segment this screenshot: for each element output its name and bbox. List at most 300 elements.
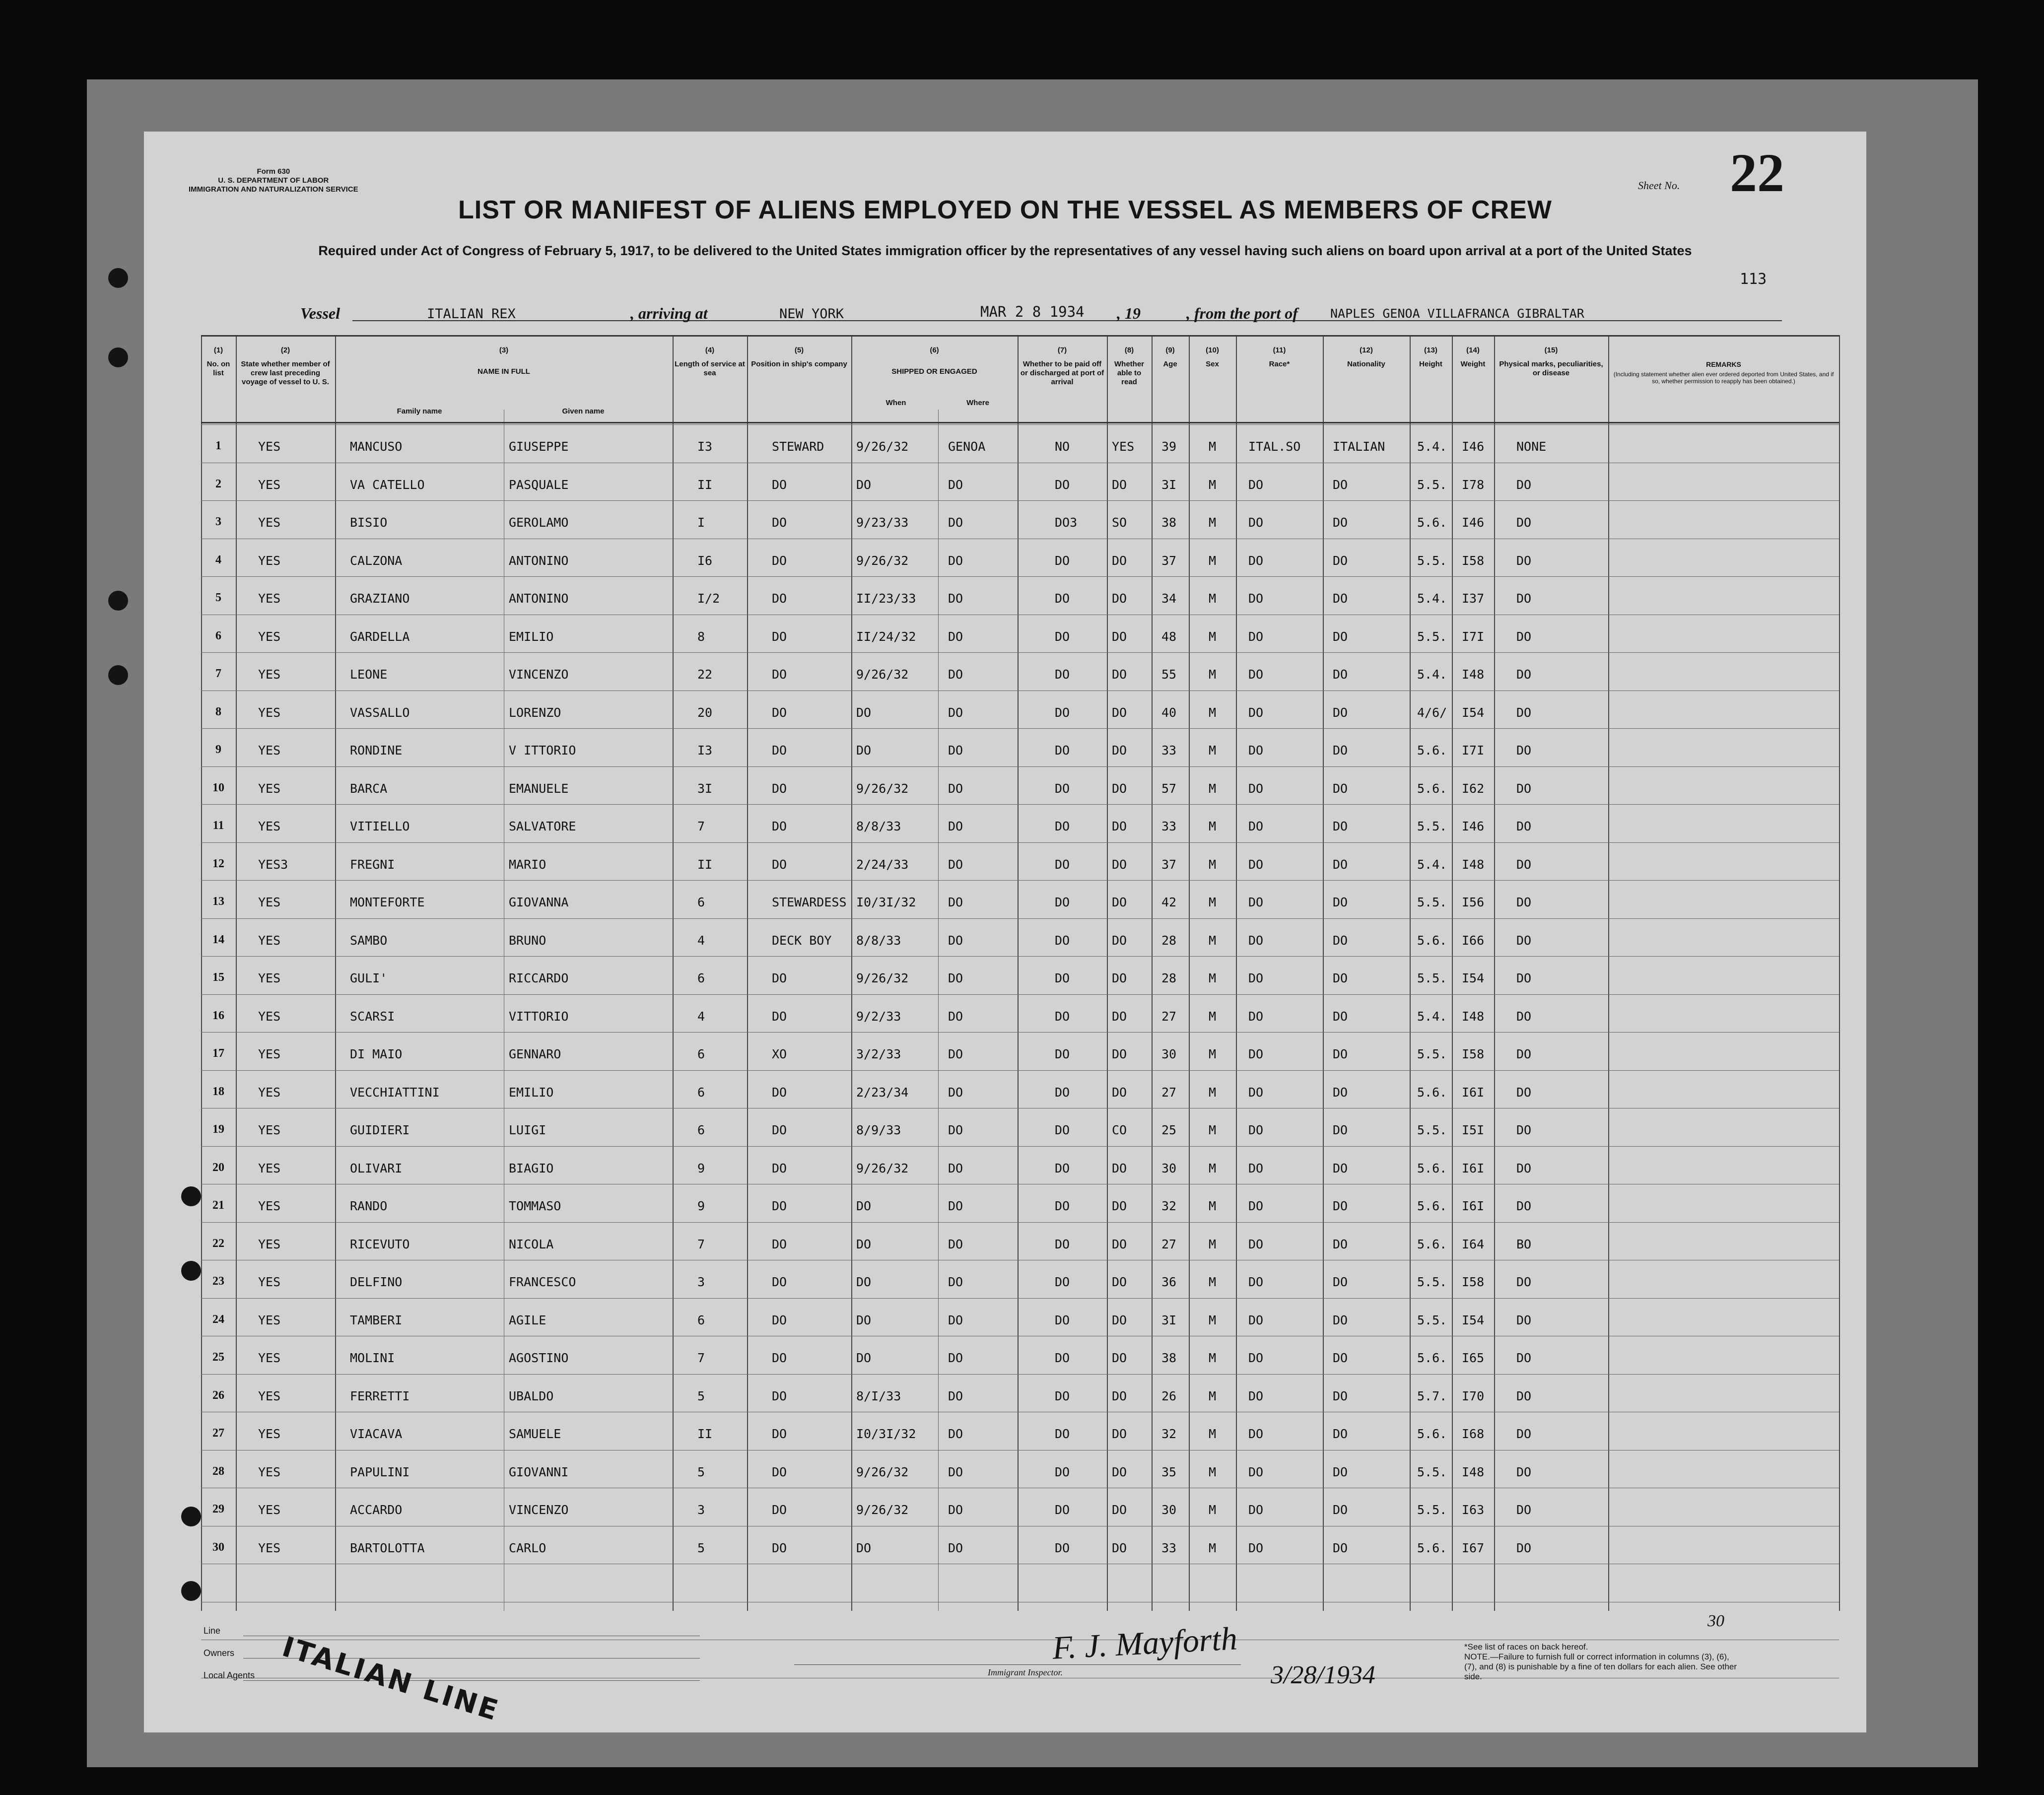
cell-race: DO (1248, 933, 1264, 948)
cell-age: 39 (1161, 439, 1177, 454)
footer-notes (1464, 1642, 1742, 1682)
cell-weight: I46 (1462, 439, 1485, 454)
cell-no: 10 (212, 781, 224, 794)
cell-position: DO (772, 1123, 787, 1137)
cell-when: 9/26/32 (856, 1464, 909, 1479)
column-number: (5) (794, 346, 804, 354)
row-rule (201, 1374, 1839, 1375)
cell-family: TAMBERI (350, 1312, 403, 1327)
cell-age: 40 (1161, 705, 1177, 720)
cell-nat: DO (1333, 1199, 1348, 1213)
cell-height: 5.7. (1417, 1388, 1447, 1403)
cell-nat: DO (1333, 1085, 1348, 1100)
cell-race: DO (1248, 1540, 1264, 1555)
cell-height: 5.4. (1417, 1009, 1447, 1024)
cell-nat: DO (1333, 1312, 1348, 1327)
cell-nat: DO (1333, 857, 1348, 872)
cell-paid: DO (1055, 553, 1070, 568)
cell-paid: DO (1055, 1237, 1070, 1251)
cell-when: DO (856, 1312, 872, 1327)
cell-no: 2 (215, 477, 221, 490)
cell-service: II (697, 477, 713, 492)
cell-paid: DO (1055, 781, 1070, 796)
cell-service: 6 (697, 1312, 705, 1327)
row-rule (201, 652, 1839, 653)
column-rule (1323, 335, 1324, 1611)
cell-marks: DO (1516, 1161, 1532, 1175)
manifest-sheet (144, 132, 1866, 1732)
cell-height: 5.6. (1417, 1540, 1447, 1555)
cell-sex: M (1209, 591, 1217, 606)
cell-position: DO (772, 553, 787, 568)
cell-sex: M (1209, 781, 1217, 796)
cell-height: 5.5. (1417, 477, 1447, 492)
cell-given: TOMMASO (509, 1199, 561, 1213)
cell-where: DO (948, 1009, 963, 1024)
cell-service: 4 (697, 933, 705, 948)
cell-nat: DO (1333, 1503, 1348, 1517)
cell-age: 27 (1161, 1085, 1177, 1100)
cell-paid: DO (1055, 705, 1070, 720)
cell-weight: I56 (1462, 895, 1485, 909)
cell-given: FRANCESCO (509, 1275, 576, 1289)
cell-no: 6 (215, 629, 221, 642)
cell-service: I3 (697, 743, 713, 758)
cell-nat: DO (1333, 1161, 1348, 1175)
column-number: (3) (499, 346, 509, 354)
punch-hole (181, 1581, 201, 1601)
cell-read: DO (1112, 1351, 1127, 1365)
column-header: State whether member of crew last preceding voyage of vessel to U. S. (241, 360, 330, 386)
cell-given: V ITTORIO (509, 743, 576, 758)
cell-given: VITTORIO (509, 1009, 569, 1024)
cell-marks: DO (1516, 705, 1532, 720)
column-header: NAME IN FULL (477, 367, 530, 376)
cell-given: SAMUELE (509, 1427, 561, 1441)
cell-marks: DO (1516, 1427, 1532, 1441)
cell-read: DO (1112, 1161, 1127, 1175)
cell-family: MONTEFORTE (350, 895, 425, 909)
cell-age: 30 (1161, 1161, 1177, 1175)
cell-nat: DO (1333, 1351, 1348, 1365)
cell-position: DECK BOY (772, 933, 832, 948)
cell-prev: YES (258, 1161, 281, 1175)
cell-given: EMILIO (509, 1085, 554, 1100)
cell-age: 26 (1161, 1388, 1177, 1403)
cell-position: DO (772, 1237, 787, 1251)
column-number: (1) (213, 346, 223, 354)
cell-given: AGOSTINO (509, 1351, 569, 1365)
cell-no: 12 (212, 857, 224, 870)
cell-weight: I46 (1462, 515, 1485, 530)
cell-read: YES (1112, 439, 1135, 454)
cell-prev: YES (258, 743, 281, 758)
cell-read: DO (1112, 781, 1127, 796)
cell-given: ANTONINO (509, 591, 569, 606)
table-top-rule (201, 335, 1839, 337)
cell-marks: DO (1516, 591, 1532, 606)
cell-family: VITIELLO (350, 819, 410, 833)
cell-given: GEROLAMO (509, 515, 569, 530)
cell-service: 9 (697, 1161, 705, 1175)
cell-no: 8 (215, 705, 221, 718)
cell-height: 5.5. (1417, 1312, 1447, 1327)
page-subtitle: Required under Act of Congress of February 5, 1917, to be delivered to the United States immigration officer by the representatives of any vessel having such aliens on board upon arrival at a port of the United States (318, 243, 1692, 258)
cell-marks: DO (1516, 1540, 1532, 1555)
cell-paid: DO (1055, 1312, 1070, 1327)
cell-prev: YES (258, 515, 281, 530)
cell-where: DO (948, 1237, 963, 1251)
date-stamp: MAR 2 8 1934 (980, 303, 1085, 320)
cell-service: 6 (697, 1085, 705, 1100)
cell-when: 9/26/32 (856, 553, 909, 568)
cell-service: I3 (697, 439, 713, 454)
cell-read: DO (1112, 667, 1127, 682)
given-name-header: Given name (562, 407, 605, 415)
form-number (189, 167, 358, 194)
cell-height: 5.5. (1417, 1047, 1447, 1061)
cell-sex: M (1209, 477, 1217, 492)
cell-read: DO (1112, 1427, 1127, 1441)
cell-paid: DO (1055, 1503, 1070, 1517)
cell-race: DO (1248, 1464, 1264, 1479)
cell-no: 24 (212, 1312, 224, 1326)
cell-weight: I70 (1462, 1388, 1485, 1403)
cell-marks: DO (1516, 629, 1532, 644)
cell-no: 19 (212, 1123, 224, 1136)
cell-marks: DO (1516, 1312, 1532, 1327)
race-note: *See list of races on back hereof. (1464, 1642, 1588, 1652)
cell-given: CARLO (509, 1540, 546, 1555)
column-rule (1189, 335, 1190, 1611)
cell-service: I6 (697, 553, 713, 568)
cell-height: 5.5. (1417, 1503, 1447, 1517)
cell-service: 6 (697, 1047, 705, 1061)
cell-position: DO (772, 1351, 787, 1365)
row-rule (201, 1032, 1839, 1033)
cell-height: 5.5. (1417, 819, 1447, 833)
cell-weight: I65 (1462, 1351, 1485, 1365)
column-number: (10) (1206, 346, 1219, 354)
cell-read: DO (1112, 591, 1127, 606)
punch-hole (108, 268, 128, 288)
cell-family: SAMBO (350, 933, 388, 948)
column-header: Weight (1460, 360, 1486, 368)
cell-when: II/24/32 (856, 629, 916, 644)
cell-age: 33 (1161, 1540, 1177, 1555)
cell-marks: DO (1516, 667, 1532, 682)
cell-race: DO (1248, 477, 1264, 492)
cell-read: DO (1112, 705, 1127, 720)
row-rule (201, 766, 1839, 767)
cell-position: DO (772, 781, 787, 796)
cell-position: DO (772, 1464, 787, 1479)
punch-hole (181, 1261, 201, 1281)
cell-height: 5.4. (1417, 439, 1447, 454)
cell-when: 9/26/32 (856, 781, 909, 796)
cell-race: DO (1248, 857, 1264, 872)
cell-race: DO (1248, 895, 1264, 909)
cell-height: 5.5. (1417, 629, 1447, 644)
cell-given: NICOLA (509, 1237, 554, 1251)
cell-sex: M (1209, 515, 1217, 530)
cell-family: FREGNI (350, 857, 395, 872)
cell-family: VA CATELLO (350, 477, 425, 492)
cell-nat: DO (1333, 971, 1348, 985)
column-number: (4) (705, 346, 715, 354)
sheet-number: 22 (1730, 142, 1784, 203)
row-rule (201, 690, 1839, 691)
cell-family: GARDELLA (350, 629, 410, 644)
cell-family: VIACAVA (350, 1427, 403, 1441)
cell-where: DO (948, 477, 963, 492)
cell-position: DO (772, 515, 787, 530)
cell-where: DO (948, 971, 963, 985)
cell-given: VINCENZO (509, 667, 569, 682)
cell-race: DO (1248, 591, 1264, 606)
cell-read: DO (1112, 857, 1127, 872)
cell-marks: DO (1516, 819, 1532, 833)
cell-given: GENNARO (509, 1047, 561, 1061)
cell-sex: M (1209, 705, 1217, 720)
cell-nat: DO (1333, 1388, 1348, 1403)
cell-family: MOLINI (350, 1351, 395, 1365)
cell-nat: DO (1333, 629, 1348, 644)
cell-weight: I58 (1462, 1047, 1485, 1061)
cell-read: DO (1112, 553, 1127, 568)
cell-where: DO (948, 743, 963, 758)
cell-paid: DO (1055, 1009, 1070, 1024)
cell-nat: DO (1333, 553, 1348, 568)
page-title: LIST OR MANIFEST OF ALIENS EMPLOYED ON THE VESSEL AS MEMBERS OF CREW (458, 196, 1552, 224)
cell-when: 9/26/32 (856, 439, 909, 454)
cell-marks: DO (1516, 1123, 1532, 1137)
cell-age: 48 (1161, 629, 1177, 644)
cell-age: 28 (1161, 971, 1177, 985)
cell-race: DO (1248, 1351, 1264, 1365)
column-header: Length of service at sea (675, 360, 745, 377)
cell-sex: M (1209, 1351, 1217, 1365)
column-number: (12) (1360, 346, 1373, 354)
row-rule (201, 842, 1839, 843)
cell-position: DO (772, 857, 787, 872)
cell-prev: YES (258, 933, 281, 948)
cell-no: 22 (212, 1237, 224, 1250)
cell-service: 9 (697, 1199, 705, 1213)
cell-marks: DO (1516, 895, 1532, 909)
column-rule (1452, 335, 1453, 1611)
cell-height: 5.6. (1417, 1161, 1447, 1175)
cell-race: ITAL.SO (1248, 439, 1301, 454)
cell-race: DO (1248, 1312, 1264, 1327)
cell-no: 17 (212, 1047, 224, 1060)
cell-weight: I48 (1462, 1009, 1485, 1024)
cell-service: II (697, 1427, 713, 1441)
column-rule (236, 335, 237, 1611)
cell-weight: I58 (1462, 1275, 1485, 1289)
cell-marks: DO (1516, 1085, 1532, 1100)
cell-position: DO (772, 1503, 787, 1517)
cell-weight: I58 (1462, 553, 1485, 568)
cell-paid: DO (1055, 1275, 1070, 1289)
cell-no: 13 (212, 895, 224, 908)
cell-prev: YES (258, 1199, 281, 1213)
cell-given: SALVATORE (509, 819, 576, 833)
cell-where: DO (948, 705, 963, 720)
cell-family: RICEVUTO (350, 1237, 410, 1251)
column-header: Position in ship's company (751, 360, 847, 368)
arriving-label: , arriving at (630, 304, 708, 322)
cell-nat: DO (1333, 1123, 1348, 1137)
cell-read: DO (1112, 895, 1127, 909)
cell-position: XO (772, 1047, 787, 1061)
cell-nat: DO (1333, 477, 1348, 492)
cell-race: DO (1248, 1123, 1264, 1137)
cell-position: DO (772, 819, 787, 833)
cell-given: BRUNO (509, 933, 546, 948)
cell-weight: I37 (1462, 591, 1485, 606)
cell-height: 5.6. (1417, 1085, 1447, 1100)
cell-height: 5.5. (1417, 1464, 1447, 1479)
cell-race: DO (1248, 1199, 1264, 1213)
cell-read: DO (1112, 1085, 1127, 1100)
cell-sex: M (1209, 743, 1217, 758)
column-header: Physical marks, peculiarities, or disease (1499, 360, 1603, 377)
cell-family: DELFINO (350, 1275, 403, 1289)
column-rule (1152, 335, 1153, 1611)
cell-marks: DO (1516, 971, 1532, 985)
column-number: (15) (1544, 346, 1558, 354)
cell-nat: DO (1333, 743, 1348, 758)
cell-sex: M (1209, 819, 1217, 833)
cell-read: CO (1112, 1123, 1127, 1137)
cell-weight: I7I (1462, 743, 1485, 758)
cell-prev: YES (258, 1540, 281, 1555)
cell-weight: I5I (1462, 1123, 1485, 1137)
cell-family: ACCARDO (350, 1503, 403, 1517)
cell-sex: M (1209, 1464, 1217, 1479)
cell-no: 29 (212, 1503, 224, 1516)
cell-service: 6 (697, 971, 705, 985)
crew-table (201, 335, 1839, 1611)
cell-given: LORENZO (509, 705, 561, 720)
cell-sex: M (1209, 1009, 1217, 1024)
cell-paid: DO (1055, 857, 1070, 872)
cell-weight: I7I (1462, 629, 1485, 644)
cell-prev: YES (258, 1464, 281, 1479)
cell-weight: I48 (1462, 857, 1485, 872)
cell-marks: BO (1516, 1237, 1532, 1251)
cell-age: 55 (1161, 667, 1177, 682)
cell-service: 3 (697, 1503, 705, 1517)
signature-line (794, 1664, 1241, 1665)
cell-where: DO (948, 591, 963, 606)
cell-paid: DO (1055, 1161, 1070, 1175)
cell-service: I/2 (697, 591, 720, 606)
column-number: (8) (1124, 346, 1134, 354)
cell-prev: YES (258, 1427, 281, 1441)
cell-paid: DO (1055, 971, 1070, 985)
cell-marks: DO (1516, 1351, 1532, 1365)
cell-marks: DO (1516, 1464, 1532, 1479)
cell-sex: M (1209, 667, 1217, 682)
cell-prev: YES (258, 1237, 281, 1251)
cell-age: 57 (1161, 781, 1177, 796)
cell-read: DO (1112, 1047, 1127, 1061)
cell-marks: DO (1516, 857, 1532, 872)
cell-given: UBALDO (509, 1388, 554, 1403)
cell-sex: M (1209, 1275, 1217, 1289)
cell-family: PAPULINI (350, 1464, 410, 1479)
cell-family: BARCA (350, 781, 388, 796)
cell-paid: DO (1055, 895, 1070, 909)
cell-height: 5.6. (1417, 743, 1447, 758)
cell-weight: I46 (1462, 819, 1485, 833)
vessel-name: ITALIAN REX (427, 306, 516, 322)
cell-when: 8/8/33 (856, 819, 901, 833)
cell-prev: YES (258, 1388, 281, 1403)
cell-height: 5.4. (1417, 591, 1447, 606)
cell-race: DO (1248, 1275, 1264, 1289)
cell-read: DO (1112, 933, 1127, 948)
cell-nat: DO (1333, 933, 1348, 948)
cell-given: AGILE (509, 1312, 546, 1327)
cell-nat: DO (1333, 819, 1348, 833)
cell-prev: YES (258, 477, 281, 492)
cell-age: 25 (1161, 1123, 1177, 1137)
cell-position: DO (772, 1161, 787, 1175)
cell-prev: YES (258, 553, 281, 568)
cell-race: DO (1248, 667, 1264, 682)
cell-paid: DO (1055, 477, 1070, 492)
cell-marks: DO (1516, 933, 1532, 948)
cell-no: 7 (215, 667, 221, 680)
cell-sex: M (1209, 1123, 1217, 1137)
cell-given: GIUSEPPE (509, 439, 569, 454)
cell-service: 4 (697, 1009, 705, 1024)
cell-service: 6 (697, 895, 705, 909)
cell-nat: DO (1333, 1540, 1348, 1555)
column-number: (14) (1466, 346, 1480, 354)
cell-paid: DO (1055, 591, 1070, 606)
from-ports: NAPLES GENOA VILLAFRANCA GIBRALTAR (1330, 306, 1584, 321)
cell-read: DO (1112, 1199, 1127, 1213)
cell-position: DO (772, 1009, 787, 1024)
cell-when: 9/26/32 (856, 1503, 909, 1517)
cell-prev: YES (258, 667, 281, 682)
cell-nat: DO (1333, 1427, 1348, 1441)
signed-date: 3/28/1934 (1271, 1661, 1375, 1689)
cell-family: GULI' (350, 971, 388, 985)
cell-position: DO (772, 1085, 787, 1100)
cell-marks: DO (1516, 477, 1532, 492)
cell-read: DO (1112, 743, 1127, 758)
cell-service: 20 (697, 705, 713, 720)
cell-service: I (697, 515, 705, 530)
cell-no: 28 (212, 1464, 224, 1478)
row-rule (201, 956, 1839, 957)
cell-read: DO (1112, 1312, 1127, 1327)
cell-read: DO (1112, 819, 1127, 833)
cell-service: II (697, 857, 713, 872)
cell-age: 38 (1161, 1351, 1177, 1365)
cell-sex: M (1209, 553, 1217, 568)
cell-age: 27 (1161, 1009, 1177, 1024)
cell-prev: YES (258, 591, 281, 606)
cell-service: 7 (697, 1237, 705, 1251)
cell-weight: I6I (1462, 1161, 1485, 1175)
cell-read: DO (1112, 1009, 1127, 1024)
